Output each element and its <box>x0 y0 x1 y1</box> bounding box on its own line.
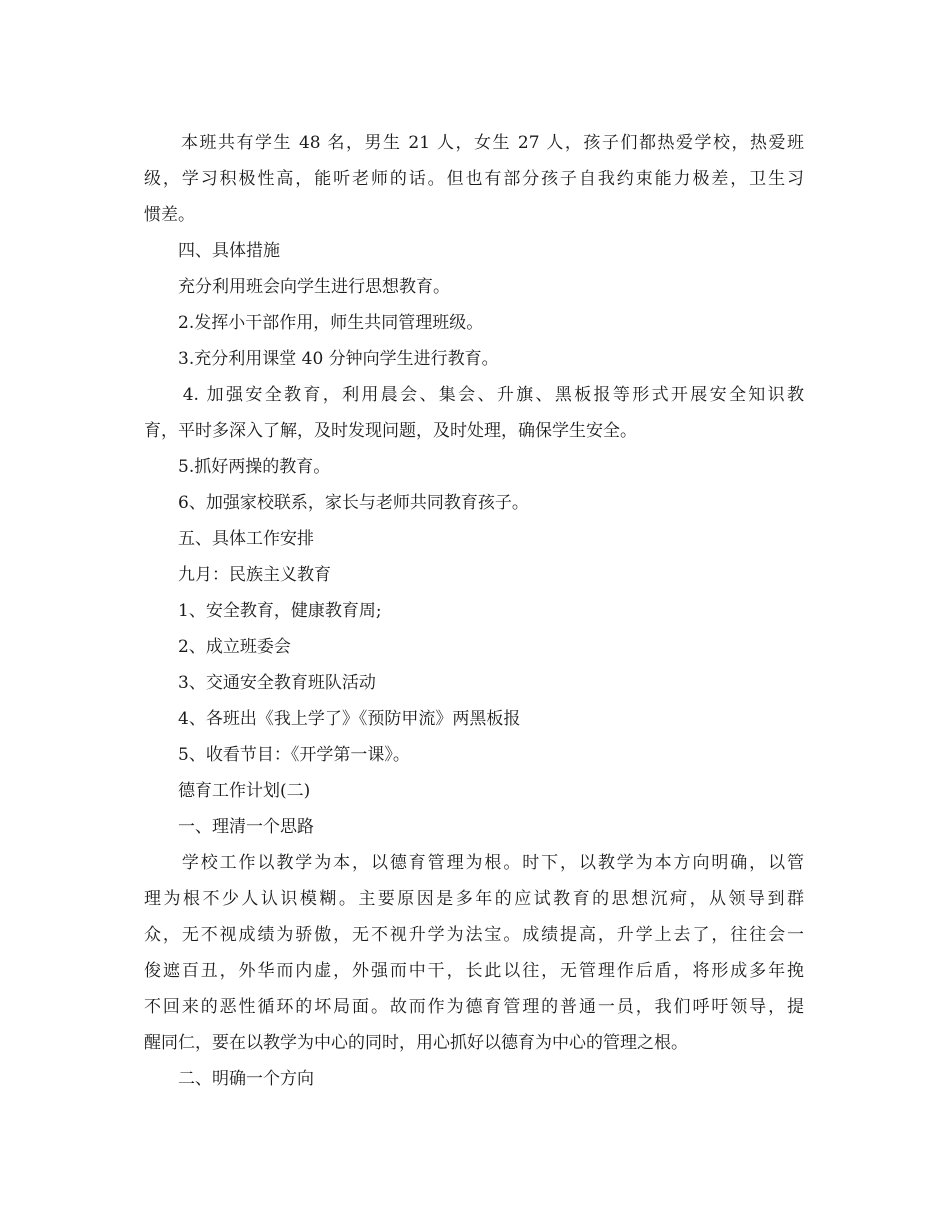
september-item-3 <box>144 674 804 692</box>
text-line: 4. 加强安全教育，利用晨会、集会、升旗、黑板报等形式开展安全知识教 <box>144 385 804 405</box>
text-line: 理为根不少人认识模糊。主要原因是多年的应试教育的思想沉疴，从领导到群 <box>144 889 804 909</box>
text-line: 二、明确一个方向 <box>144 1069 314 1089</box>
text-line: 5、收看节目：《开学第一课》。 <box>144 745 410 765</box>
text-line: 九月：民族主义教育 <box>144 565 331 585</box>
paragraph-class-overview <box>144 134 804 224</box>
measure-item-2 <box>144 314 804 332</box>
text-line: 德育工作计划(二) <box>144 781 311 801</box>
text-line: 本班共有学生 48 名，男生 21 人，女生 27 人，孩子们都热爱学校，热爱班 <box>144 133 804 153</box>
september-theme <box>144 566 804 584</box>
heading-clear-direction <box>144 1070 804 1088</box>
measure-item-3 <box>144 350 804 368</box>
text-line: 惯差。 <box>144 205 195 225</box>
text-line: 2、成立班委会 <box>144 637 291 657</box>
text-line: 1、安全教育，健康教育周; <box>144 601 382 621</box>
text-line: 充分利用班会向学生进行思想教育。 <box>144 277 450 297</box>
text-line: 学校工作以教学为本，以德育管理为根。时下，以教学为本方向明确，以管 <box>144 853 804 873</box>
september-item-2 <box>144 638 804 656</box>
text-line: 2.发挥小干部作用，师生共同管理班级。 <box>144 313 484 333</box>
text-line: 育，平时多深入了解，及时发现问题，及时处理，确保学生安全。 <box>144 421 637 441</box>
section-title-plan-two <box>144 782 804 800</box>
text-line: 五、具体工作安排 <box>144 529 314 549</box>
heading-specific-measures <box>144 242 804 260</box>
measure-item-1 <box>144 278 804 296</box>
september-item-5 <box>144 746 804 764</box>
text-line: 不回来的恶性循环的坏局面。故而作为德育管理的普通一员，我们呼吁领导，提 <box>144 997 804 1017</box>
measure-item-5 <box>144 458 804 476</box>
text-line: 级，学习积极性高，能听老师的话。但也有部分孩子自我约束能力极差，卫生习 <box>144 169 804 189</box>
text-line: 俊遮百丑，外华而内虚，外强而中干，长此以往，无管理作后盾，将形成多年挽 <box>144 961 804 981</box>
heading-work-arrangement <box>144 530 804 548</box>
text-line: 四、具体措施 <box>144 241 280 261</box>
text-line: 众，无不视成绩为骄傲，无不视升学为法宝。成绩提高，升学上去了，往往会一 <box>144 925 804 945</box>
text-line: 一、理清一个思路 <box>144 817 314 837</box>
measure-item-4 <box>144 386 804 440</box>
paragraph-management-root <box>144 854 804 1052</box>
text-line: 3.充分利用课堂 40 分钟向学生进行教育。 <box>144 349 499 369</box>
text-line: 6、加强家校联系，家长与老师共同教育孩子。 <box>144 493 529 513</box>
measure-item-6 <box>144 494 804 512</box>
september-item-4 <box>144 710 804 728</box>
text-line: 4、各班出《我上学了》《预防甲流》两黑板报 <box>144 709 521 729</box>
september-item-1 <box>144 602 804 620</box>
text-line: 5.抓好两操的教育。 <box>144 457 331 477</box>
text-line: 醒同仁，要在以教学为中心的同时，用心抓好以德育为中心的管理之根。 <box>144 1033 688 1053</box>
text-line: 3、交通安全教育班队活动 <box>144 673 376 693</box>
heading-clarify-thinking <box>144 818 804 836</box>
